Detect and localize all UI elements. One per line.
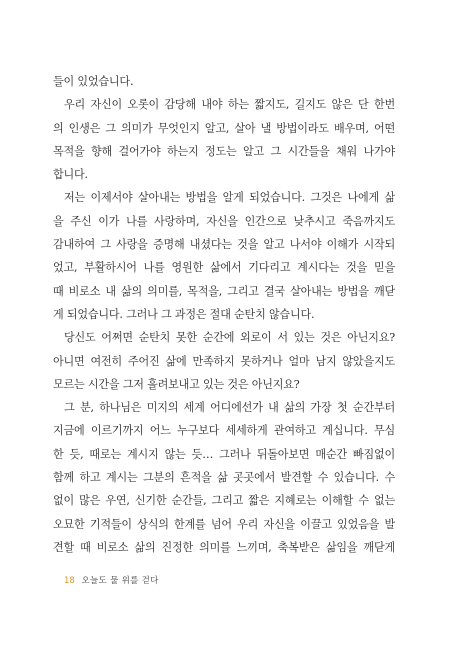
text-line: 오묘한 기적들이 상식의 한계를 넘어 우리 자신을 이끌고 있었음을 발 [53, 517, 395, 531]
text-line: 없이 많은 우연, 신기한 순간들, 그리고 짧은 지혜로는 이해할 수 없는 [53, 494, 395, 508]
text-line: 아니면 여전히 주어진 삶에 만족하지 못하거나 얼마 남지 않았을지도 [53, 354, 395, 368]
text-line: 함께 하고 계시는 그분의 흔적을 삶 곳곳에서 발견할 수 있습니다. 수 [53, 471, 395, 485]
text-line: 한 듯, 때로는 계시지 않는 듯… 그러나 뒤돌아보면 매순간 빠짐없이 [53, 447, 395, 461]
text-line: 을 주신 이가 나를 사랑하며, 자신을 인간으로 낮추시고 죽음까지도 [53, 214, 395, 228]
text-line: 들이 있었습니다. [53, 75, 134, 88]
running-title: 오늘도 물 위를 걷다 [81, 576, 159, 586]
text-line: 견할 때 비로소 삶의 진정한 의미를 느끼며, 축복받은 삶임을 깨닫게 [53, 540, 395, 554]
text-line: 합니다. [53, 168, 88, 182]
text-line: 우리 자신이 오롯이 감당해 내야 하는 짧지도, 길지도 않은 단 한번 [64, 98, 395, 112]
text-line: 당신도 어쩌면 순탄치 못한 순간에 외로이 서 있는 것은 아닌지요? [64, 331, 395, 345]
text-line: 그 분, 하나님은 미지의 세계 어디에선가 내 삶의 가장 첫 순간부터 [64, 401, 395, 415]
text-line: 지금에 이르기까지 어느 누구보다 세세하게 관여하고 계십니다. 무심 [53, 424, 395, 438]
text-line: 모르는 시간을 그저 흘려보내고 있는 것은 아닌지요? [53, 377, 300, 391]
text-line: 때 비로소 내 삶의 의미를, 목적을, 그리고 결국 살아내는 방법을 깨닫 [53, 284, 395, 298]
text-line: 의 인생은 그 의미가 무엇인지 알고, 살아 낼 방법이라도 배우며, 어떤 [53, 121, 395, 135]
text-line: 게 되었습니다. 그러나 그 과정은 절대 순탄치 않습니다. [53, 307, 315, 321]
page-number: 18 [64, 576, 75, 586]
text-line: 었고, 부활하시어 나를 영원한 삶에서 기다리고 계시다는 것을 믿을 [53, 261, 395, 275]
text-line: 목적을 향해 걸어가야 하는지 정도는 알고 그 시간들을 채워 나가야 [53, 144, 395, 158]
page-footer [64, 575, 159, 587]
text-line: 저는 이제서야 살아내는 방법을 알게 되었습니다. 그것은 나에게 삶 [64, 191, 395, 205]
body-text [53, 70, 395, 559]
text-line: 감내하여 그 사랑을 증명해 내셨다는 것을 알고 나서야 이해가 시작되 [53, 238, 395, 252]
